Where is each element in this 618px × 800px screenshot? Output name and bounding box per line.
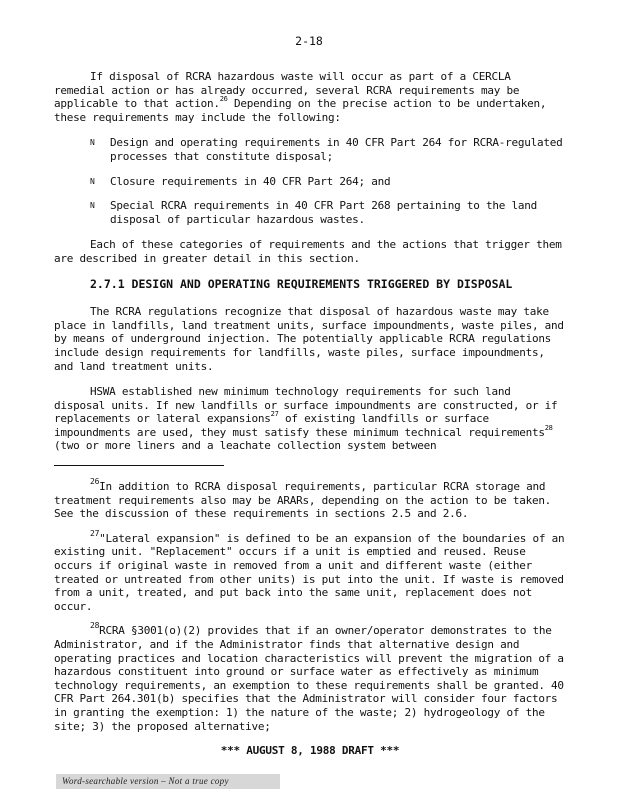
list-item [90, 175, 566, 189]
footnote-number: 26 [90, 477, 100, 487]
list-item [90, 199, 566, 226]
rcra-paragraph: The RCRA regulations recognize that disposal of hazardous waste may take place in landfills, land treatment units, surface impoundments, waste piles, and by means of underground injection. The potentially applicable RCRA regulations include design requirements for landfills, waste piles, surface impoundments, and land treatment units. [54, 305, 564, 373]
hswa-text-end: (two or more liners and a leachate collection system between [54, 439, 437, 453]
intro-paragraph [54, 70, 566, 124]
requirements-list [54, 136, 566, 226]
document-body [54, 70, 566, 758]
hswa-text: HSWA established new minimum technology requirements for such land disposal units. If new landfills or surface impoundments are constructed, or if replacements or lateral expansions [54, 385, 558, 426]
bullet-marker: N [90, 176, 95, 186]
footnote-text: In addition to RCRA disposal requirements, particular RCRA storage and treatment requirements also may be ARARs, depending on the action to be taken. See the discussion of these requirements in sections 2.5 and 2.6. [54, 480, 552, 521]
categories-paragraph: Each of these categories of requirements and the actions that trigger them are described in greater detail in this section. [54, 238, 562, 265]
page-number: 2-18 [295, 34, 323, 48]
footnote-28 [54, 621, 566, 733]
footnote-divider [54, 465, 224, 466]
footnote-26 [54, 477, 566, 521]
bullet-marker: N [90, 138, 95, 148]
word-searchable-banner: Word-searchable version – Not a true copy [56, 774, 280, 789]
section-heading: 2.7.1 DESIGN AND OPERATING REQUIREMENTS TRIGGERED BY DISPOSAL [90, 276, 513, 291]
hswa-paragraph [54, 385, 566, 453]
footnote-ref-28: 28 [544, 423, 553, 432]
bullet-marker: N [90, 201, 95, 211]
footnote-27 [54, 528, 566, 614]
footnote-number: 27 [90, 528, 100, 538]
footnote-text: RCRA §3001(o)(2) provides that if an owner/operator demonstrates to the Administrator, and if the Administrator finds that alternative design and operating practices and location characteristics will prevent the migration of a hazardous constituent into ground or surface water as effectively as minimum technology requirements, an exemption to these requirements shall be granted. 40 CFR Part 264.301(b) specifies that the Administrator will consider four factors in granting the exemption: 1) the nature of the waste; 2) hydrogeology of the site; 3) the proposed alternative; [54, 624, 564, 733]
footnote-ref-27: 27 [270, 410, 279, 419]
intro-text: If disposal of RCRA hazardous waste will occur as part of a CERCLA remedial action or has already occurred, several RCRA requirements may be applicable to that action. [54, 70, 520, 111]
draft-date-line: *** AUGUST 8, 1988 DRAFT *** [220, 744, 400, 758]
intro-text-cont: Depending on the precise action to be undertaken, these requirements may include the following: [54, 97, 547, 124]
footnote-text: "Lateral expansion" is defined to be an expansion of the boundaries of an existing unit. "Replacement" occurs if a unit is emptied and reused. Reuse occurs if original waste in removed from a unit and different waste (either treated or untreated from other units) is put into the unit. If waste is removed from a unit, treated, and put back into the same unit, replacement does not occur. [54, 531, 565, 613]
hswa-text-cont: of existing landfills or surface impoundments are used, they must satisfy these minimum technical requirements [54, 412, 545, 439]
list-item [90, 136, 566, 163]
list-item-text: Design and operating requirements in 40 CFR Part 264 for RCRA-regulated processes that constitute disposal; [110, 136, 563, 163]
list-item-text: Closure requirements in 40 CFR Part 264; and [110, 174, 391, 188]
list-item-text: Special RCRA requirements in 40 CFR Part 268 pertaining to the land disposal of particular hazardous wastes. [110, 199, 537, 226]
footnote-ref-26: 26 [219, 95, 228, 104]
footnote-number: 28 [90, 621, 100, 631]
